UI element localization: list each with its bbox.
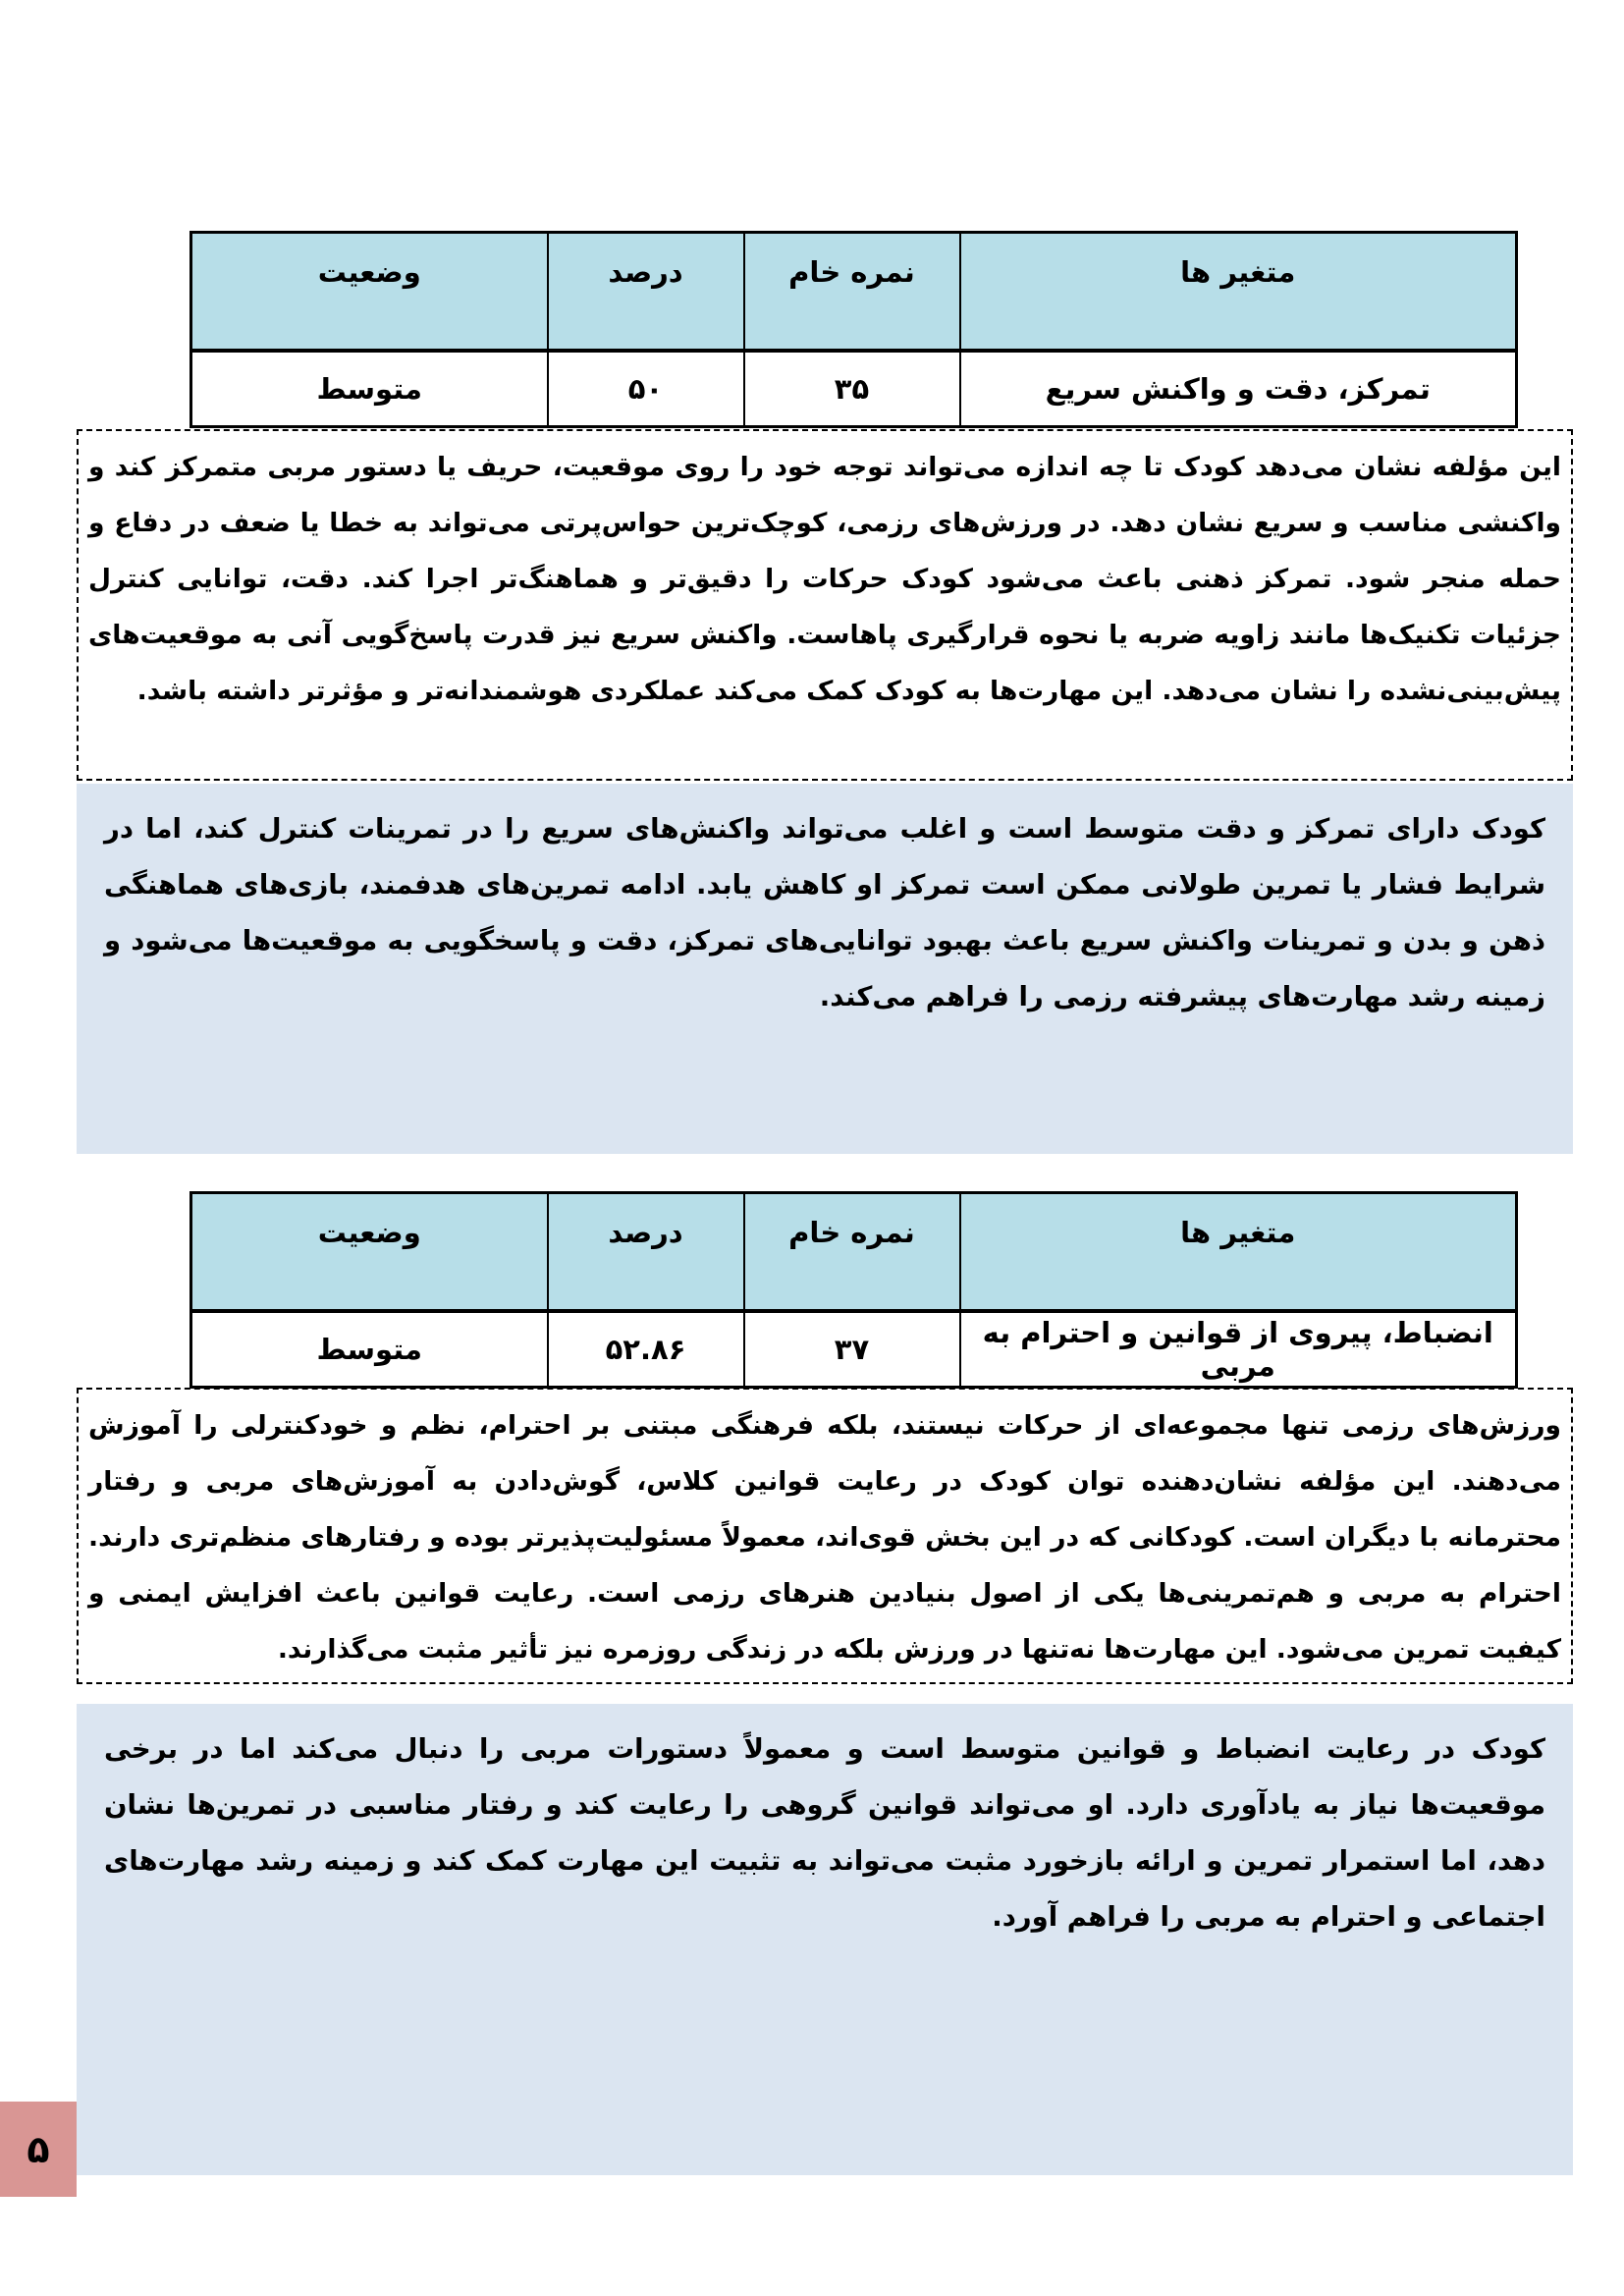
table-row (191, 1311, 1517, 1388)
header-status: وضعیت (191, 233, 548, 351)
summary-box-discipline (77, 1704, 1573, 2175)
description-box-focus (77, 429, 1573, 781)
scores-table-focus (189, 231, 1518, 428)
description-text: ورزش‌های رزمی تنها مجموعه‌ای از حرکات نیستند، بلکه فرهنگی مبتنی بر احترام، نظم و خودکنترلی را آموزش می‌دهند. این مؤلفه نشان‌دهنده توان کودک در رعایت قوانین کلاس، گوش‌دادن به آموزش‌های مربی و رفتار محترمانه با دیگران است. کودکانی که در این بخش قوی‌اند، معمولاً مسئولیت‌پذیرتر بوده و رفتارهای منظم‌تری دارند. احترام به مربی و هم‌تمرینی‌ها یکی از اصول بنیادین هنرهای رزمی است. رعایت قوانین باعث افزایش ایمنی و کیفیت تمرین می‌شود. این مهارت‌ها نه‌تنها در ورزش بلکه در زندگی روزمره نیز تأثیر مثبت می‌گذارند. (88, 1410, 1561, 1665)
page-number-badge (0, 2102, 77, 2197)
raw-score-cell: ۳۷ (744, 1311, 960, 1388)
header-percent: درصد (548, 1193, 744, 1311)
table-row (191, 351, 1517, 427)
description-box-discipline (77, 1388, 1573, 1684)
header-variables: متغیر ها (960, 233, 1517, 351)
raw-score-cell: ۳۵ (744, 351, 960, 427)
scores-table-discipline (189, 1191, 1518, 1389)
header-variables: متغیر ها (960, 1193, 1517, 1311)
header-status: وضعیت (191, 1193, 548, 1311)
summary-text: کودک در رعایت انضباط و قوانین متوسط است و معمولاً دستورات مربی را دنبال می‌کند اما در برخی موقعیت‌ها نیاز به یادآوری دارد. او می‌تواند قوانین گروهی را رعایت کند و رفتار مناسبی در تمرین‌ها نشان دهد، اما استمرار تمرین و ارائه بازخورد مثبت می‌تواند به تثبیت این مهارت کمک کند و زمینه رشد مهارت‌های اجتماعی و احترام به مربی را فراهم آورد. (104, 1733, 1545, 1933)
header-raw-score: نمره خام (744, 233, 960, 351)
variable-cell: انضباط، پیروی از قوانین و احترام به مربی (960, 1311, 1517, 1388)
header-percent: درصد (548, 233, 744, 351)
description-text: این مؤلفه نشان می‌دهد کودک تا چه اندازه می‌تواند توجه خود را روی موقعیت، حریف یا دستور مربی متمرکز کند و واکنشی مناسب و سریع نشان دهد. در ورزش‌های رزمی، کوچک‌ترین حواس‌پرتی می‌تواند به خطا یا ضعف در دفاع و حمله منجر شود. تمرکز ذهنی باعث می‌شود کودک حرکات را دقیق‌تر و هماهنگ‌تر اجرا کند. دقت، توانایی کنترل جزئیات تکنیک‌ها مانند زاویه ضربه یا نحوه قرارگیری پاهاست. واکنش سریع نیز قدرت پاسخ‌گویی آنی به موقعیت‌های پیش‌بینی‌نشده را نشان می‌دهد. این مهارت‌ها به کودک کمک می‌کند عملکردی هوشمندانه‌تر و مؤثرتر داشته باشد. (88, 452, 1561, 706)
summary-text: کودک دارای تمرکز و دقت متوسط است و اغلب می‌تواند واکنش‌های سریع را در تمرینات کنترل کند، اما در شرایط فشار یا تمرین طولانی ممکن است تمرکز او کاهش یابد. ادامه تمرین‌های هدفمند، بازی‌های هماهنگی ذهن و بدن و تمرینات واکنش سریع باعث بهبود توانایی‌های تمرکز، دقت و پاسخگویی به موقعیت‌ها می‌شود و زمینه رشد مهارت‌های پیشرفته رزمی را فراهم می‌کند. (104, 813, 1545, 1012)
percent-cell: ۵۰ (548, 351, 744, 427)
page-number: ۵ (27, 2127, 50, 2171)
header-raw-score: نمره خام (744, 1193, 960, 1311)
percent-cell: ۵۲.۸۶ (548, 1311, 744, 1388)
table-header-row (191, 233, 1517, 351)
status-cell: متوسط (191, 351, 548, 427)
table-header-row (191, 1193, 1517, 1311)
status-cell: متوسط (191, 1311, 548, 1388)
variable-cell: تمرکز، دقت و واکنش سریع (960, 351, 1517, 427)
summary-box-focus (77, 784, 1573, 1154)
